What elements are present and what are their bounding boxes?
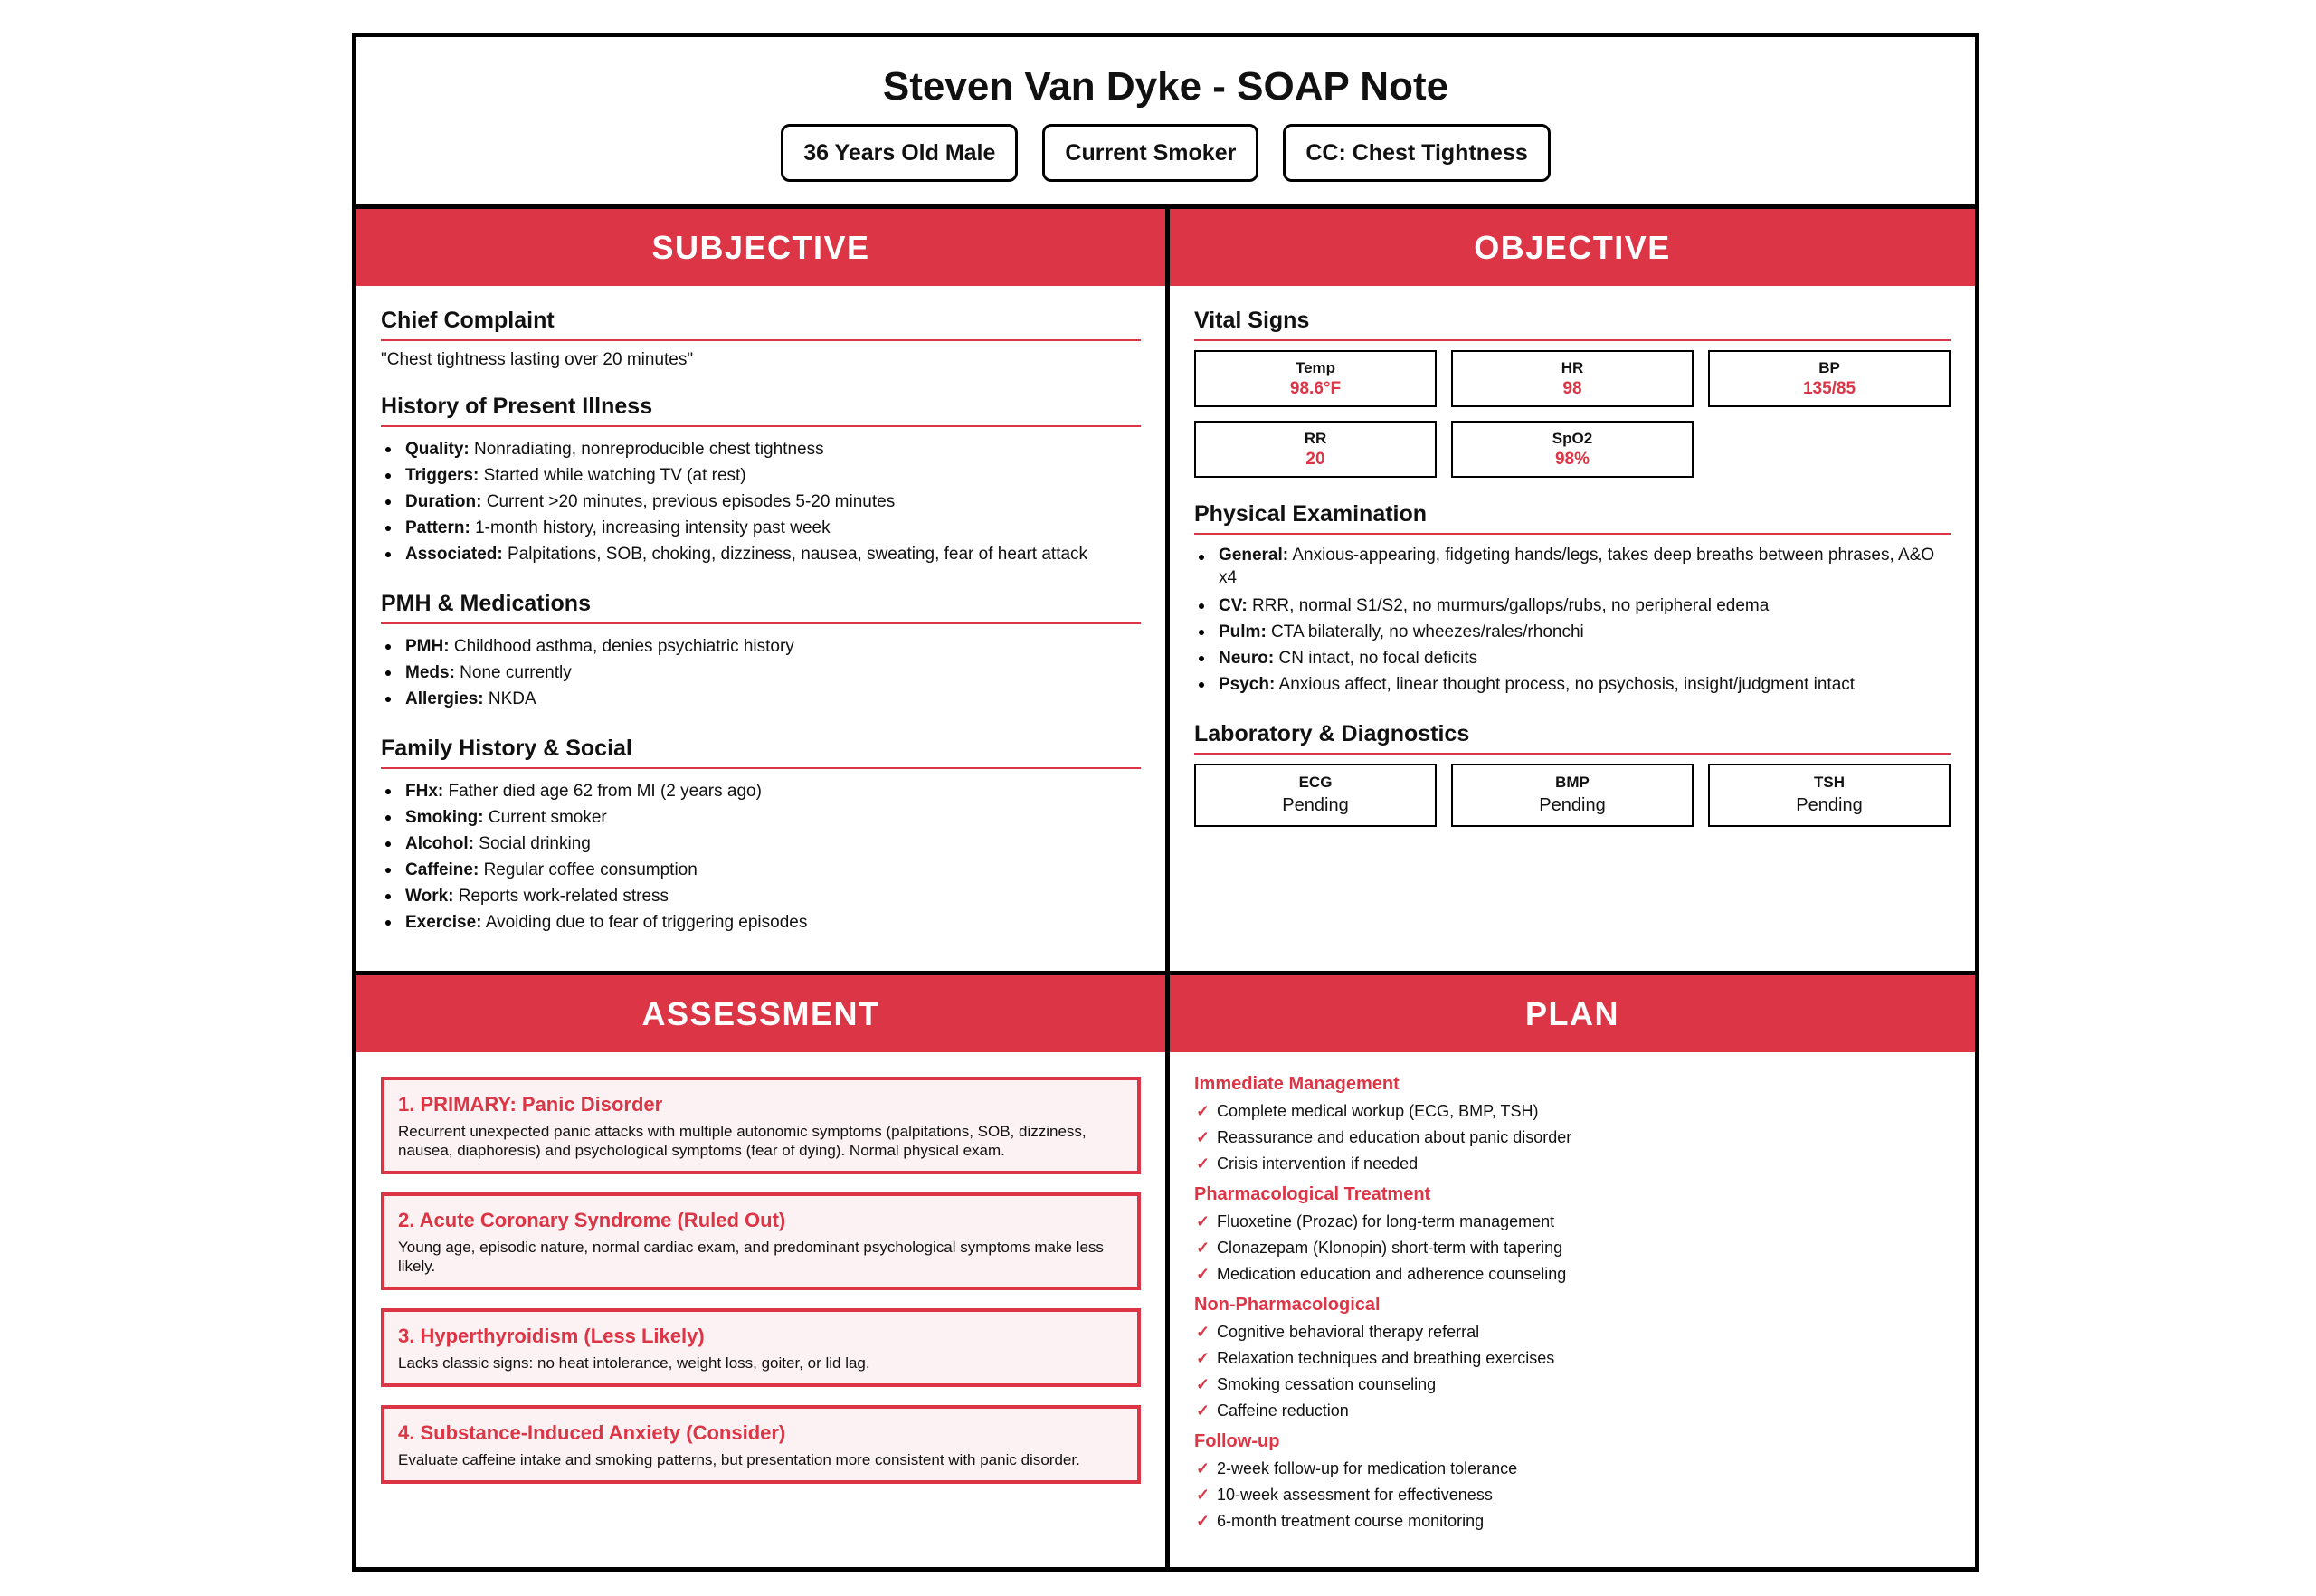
vital-spo2: SpO2 98% bbox=[1451, 421, 1694, 478]
hpi-list bbox=[381, 436, 1141, 567]
check-icon: ✓ bbox=[1196, 1239, 1210, 1257]
exam-list bbox=[1194, 544, 1951, 698]
plan-group-title: Pharmacological Treatment bbox=[1194, 1184, 1431, 1204]
assessment-text: Lacks classic signs: no heat intolerance, weight loss, goiter, or lid lag. bbox=[398, 1354, 870, 1372]
lab-bmp: BMP Pending bbox=[1451, 764, 1694, 827]
assessment-title: 1. PRIMARY: Panic Disorder bbox=[398, 1093, 663, 1116]
check-icon: ✓ bbox=[1196, 1349, 1210, 1367]
lab-tsh: TSH Pending bbox=[1708, 764, 1951, 827]
list-item: ✓ Crisis intervention if needed bbox=[1194, 1151, 1951, 1177]
list-item: ✓ Clonazepam (Klonopin) short-term with tapering bbox=[1194, 1235, 1951, 1261]
pmh-heading: PMH & Medications bbox=[381, 591, 1141, 624]
exam-heading: Physical Examination bbox=[1194, 501, 1951, 535]
list-item: ✓ 6-month treatment course monitoring bbox=[1194, 1508, 1951, 1534]
plan-group-title: Non-Pharmacological bbox=[1194, 1295, 1381, 1315]
subjective-heading: SUBJECTIVE bbox=[356, 209, 1165, 286]
list-item: Smoking: Current smoker bbox=[381, 804, 1141, 831]
check-icon: ✓ bbox=[1196, 1401, 1210, 1420]
list-item: ✓ Relaxation techniques and breathing exercises bbox=[1194, 1345, 1951, 1372]
chief-complaint-text: "Chest tightness lasting over 20 minutes" bbox=[381, 350, 694, 369]
list-item: ✓ Fluoxetine (Prozac) for long-term management bbox=[1194, 1209, 1951, 1235]
list-item: Triggers: Started while watching TV (at rest) bbox=[381, 462, 1141, 489]
assessment-title: 2. Acute Coronary Syndrome (Ruled Out) bbox=[398, 1209, 786, 1231]
hpi-heading: History of Present Illness bbox=[381, 394, 1141, 427]
badge-chief-complaint: CC: Chest Tightness bbox=[1283, 124, 1550, 182]
list-item: ✓ 10-week assessment for effectiveness bbox=[1194, 1482, 1951, 1508]
subjective-section bbox=[356, 209, 1165, 971]
pmh-list bbox=[381, 633, 1141, 712]
badge-age-sex: 36 Years Old Male bbox=[781, 124, 1018, 182]
labs-heading: Laboratory & Diagnostics bbox=[1194, 721, 1951, 755]
vital-temp: Temp 98.6°F bbox=[1194, 350, 1437, 407]
check-icon: ✓ bbox=[1196, 1265, 1210, 1283]
objective-section bbox=[1170, 209, 1975, 971]
check-icon: ✓ bbox=[1196, 1512, 1210, 1530]
plan-group-list bbox=[1194, 1319, 1951, 1424]
assessment-heading: ASSESSMENT bbox=[356, 975, 1165, 1052]
family-social-heading: Family History & Social bbox=[381, 736, 1141, 769]
list-item: Meds: None currently bbox=[381, 660, 1141, 686]
list-item: Exercise: Avoiding due to fear of triggering episodes bbox=[381, 909, 1141, 936]
labs-grid bbox=[1194, 764, 1951, 827]
list-item: ✓ Reassurance and education about panic disorder bbox=[1194, 1125, 1951, 1151]
list-item: CV: RRR, normal S1/S2, no murmurs/gallops/rubs, no peripheral edema bbox=[1194, 593, 1951, 619]
list-item: Pulm: CTA bilaterally, no wheezes/rales/rhonchi bbox=[1194, 619, 1951, 645]
note-header bbox=[356, 37, 1975, 209]
assessment-section bbox=[356, 975, 1165, 1572]
list-item: Alcohol: Social drinking bbox=[381, 831, 1141, 857]
list-item: ✓ Medication education and adherence counseling bbox=[1194, 1261, 1951, 1287]
vital-bp: BP 135/85 bbox=[1708, 350, 1951, 407]
list-item: ✓ Complete medical workup (ECG, BMP, TSH) bbox=[1194, 1098, 1951, 1125]
plan-group-title: Follow-up bbox=[1194, 1431, 1280, 1451]
assessment-item bbox=[381, 1192, 1141, 1290]
check-icon: ✓ bbox=[1196, 1459, 1210, 1477]
list-item: Associated: Palpitations, SOB, choking, dizziness, nausea, sweating, fear of heart attack bbox=[381, 541, 1141, 567]
check-icon: ✓ bbox=[1196, 1154, 1210, 1173]
plan-group-title: Immediate Management bbox=[1194, 1074, 1400, 1094]
list-item: Work: Reports work-related stress bbox=[381, 883, 1141, 909]
badge-smoker: Current Smoker bbox=[1042, 124, 1258, 182]
vitals-grid bbox=[1194, 350, 1951, 478]
check-icon: ✓ bbox=[1196, 1323, 1210, 1341]
check-icon: ✓ bbox=[1196, 1486, 1210, 1504]
plan-heading: PLAN bbox=[1170, 975, 1975, 1052]
check-icon: ✓ bbox=[1196, 1375, 1210, 1393]
badge-row bbox=[356, 124, 1975, 182]
assessment-item bbox=[381, 1077, 1141, 1174]
check-icon: ✓ bbox=[1196, 1102, 1210, 1120]
plan-group-list bbox=[1194, 1456, 1951, 1534]
list-item: Caffeine: Regular coffee consumption bbox=[381, 857, 1141, 883]
check-icon: ✓ bbox=[1196, 1128, 1210, 1146]
list-item: ✓ Smoking cessation counseling bbox=[1194, 1372, 1951, 1398]
list-item: General: Anxious-appearing, fidgeting hands/legs, takes deep breaths between phrases, A&O x4 bbox=[1194, 544, 1951, 589]
plan-group-list bbox=[1194, 1209, 1951, 1287]
list-item: ✓ Caffeine reduction bbox=[1194, 1398, 1951, 1424]
assessment-title: 3. Hyperthyroidism (Less Likely) bbox=[398, 1325, 705, 1347]
soap-note bbox=[352, 33, 1979, 1572]
family-social-list bbox=[381, 778, 1141, 936]
chief-complaint-heading: Chief Complaint bbox=[381, 308, 1141, 341]
list-item: Psych: Anxious affect, linear thought process, no psychosis, insight/judgment intact bbox=[1194, 671, 1951, 698]
assessment-item bbox=[381, 1405, 1141, 1484]
list-item: ✓ Cognitive behavioral therapy referral bbox=[1194, 1319, 1951, 1345]
plan-section bbox=[1170, 975, 1975, 1572]
lab-ecg: ECG Pending bbox=[1194, 764, 1437, 827]
page-title: Steven Van Dyke - SOAP Note bbox=[882, 64, 1449, 109]
list-item: FHx: Father died age 62 from MI (2 years ago) bbox=[381, 778, 1141, 804]
vital-rr: RR 20 bbox=[1194, 421, 1437, 478]
assessment-text: Young age, episodic nature, normal cardiac exam, and predominant psychological symptoms make less likely. bbox=[398, 1239, 1104, 1275]
assessment-text: Recurrent unexpected panic attacks with multiple autonomic symptoms (palpitations, SOB, dizziness, nausea, diaphoresis) and psychological symptoms (fear of dying). Normal physical exam. bbox=[398, 1123, 1087, 1159]
list-item: Neuro: CN intact, no focal deficits bbox=[1194, 645, 1951, 671]
list-item: ✓ 2-week follow-up for medication tolerance bbox=[1194, 1456, 1951, 1482]
vitals-heading: Vital Signs bbox=[1194, 308, 1951, 341]
assessment-text: Evaluate caffeine intake and smoking patterns, but presentation more consistent with panic disorder. bbox=[398, 1451, 1080, 1468]
list-item: Duration: Current >20 minutes, previous episodes 5-20 minutes bbox=[381, 489, 1141, 515]
assessment-title: 4. Substance-Induced Anxiety (Consider) bbox=[398, 1421, 786, 1444]
objective-heading: OBJECTIVE bbox=[1170, 209, 1975, 286]
list-item: PMH: Childhood asthma, denies psychiatric history bbox=[381, 633, 1141, 660]
list-item: Allergies: NKDA bbox=[381, 686, 1141, 712]
vital-hr: HR 98 bbox=[1451, 350, 1694, 407]
plan-group-list bbox=[1194, 1098, 1951, 1177]
list-item: Pattern: 1-month history, increasing intensity past week bbox=[381, 515, 1141, 541]
check-icon: ✓ bbox=[1196, 1212, 1210, 1230]
list-item: Quality: Nonradiating, nonreproducible chest tightness bbox=[381, 436, 1141, 462]
assessment-item bbox=[381, 1308, 1141, 1387]
